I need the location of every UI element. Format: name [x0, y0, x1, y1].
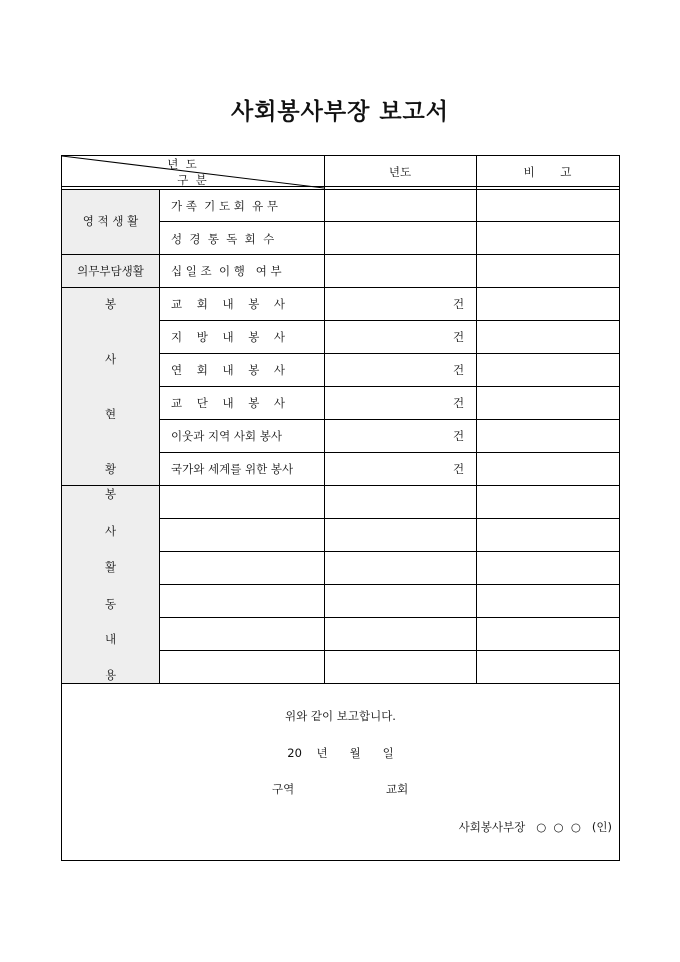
group-service-status-char: 황 — [104, 462, 117, 476]
group-service-content-char: 활 — [104, 560, 117, 574]
row-label: 연 회 내 봉 사 — [171, 363, 286, 377]
row-label: 가 족 기 도 회 유 무 — [171, 199, 279, 213]
row-unit: 건 — [453, 429, 465, 443]
footer-divider — [62, 683, 619, 684]
row-divider — [159, 617, 619, 618]
row-divider — [62, 287, 619, 288]
row-divider — [159, 518, 619, 519]
group-service-status-char: 봉 — [104, 297, 117, 311]
row-label: 성 경 통 독 회 수 — [171, 232, 275, 246]
column-divider — [159, 189, 160, 683]
header-diagonal-top-label: 년 도 — [167, 157, 197, 171]
row-divider — [159, 386, 619, 387]
row-divider — [159, 419, 619, 420]
row-label: 이웃과 지역 사회 봉사 — [171, 429, 282, 443]
report-form — [61, 155, 620, 861]
row-unit: 건 — [453, 363, 465, 377]
group-service-content-char: 용 — [104, 668, 117, 682]
row-divider — [159, 650, 619, 651]
group-service-content-char: 사 — [104, 524, 117, 538]
page-title: 사회봉사부장 보고서 — [231, 99, 449, 125]
signer-line: 사회봉사부장 ○ ○ ○ (인) — [458, 820, 612, 834]
row-label: 지 방 내 봉 사 — [171, 330, 286, 344]
row-unit: 건 — [453, 462, 465, 476]
row-label: 십 일 조 이 행 여 부 — [171, 264, 282, 278]
row-divider — [159, 320, 619, 321]
row-label: 국가와 세계를 위한 봉사 — [171, 462, 294, 476]
group-spiritual-life: 영 적 생 활 — [82, 214, 139, 228]
row-label: 교 단 내 봉 사 — [171, 396, 286, 410]
group-service-content-char: 내 — [104, 632, 117, 646]
row-label: 교 회 내 봉 사 — [171, 297, 286, 311]
report-date: 20 년 월 일 — [287, 746, 394, 760]
group-service-content-char: 봉 — [104, 487, 117, 501]
group-duty-life: 의무부담생활 — [77, 264, 144, 278]
header-note-label: 비 고 — [523, 165, 572, 179]
row-unit: 건 — [453, 297, 465, 311]
group-service-status-char: 현 — [104, 407, 117, 421]
row-divider — [159, 221, 619, 222]
column-divider — [476, 156, 477, 683]
row-divider — [159, 551, 619, 552]
row-divider — [159, 452, 619, 453]
row-divider — [62, 254, 619, 255]
row-divider — [159, 353, 619, 354]
church-label: 교회 — [386, 782, 409, 796]
row-divider — [159, 584, 619, 585]
group-service-status-char: 사 — [104, 352, 117, 366]
group-service-content-char: 동 — [104, 597, 117, 611]
header-diagonal-bottom-label: 구 분 — [177, 173, 207, 187]
row-unit: 건 — [453, 396, 465, 410]
report-statement: 위와 같이 보고합니다. — [285, 709, 396, 723]
header-year-label: 년도 — [388, 165, 412, 179]
row-unit: 건 — [453, 330, 465, 344]
district-label: 구역 — [272, 782, 295, 796]
column-divider — [324, 156, 325, 683]
row-divider — [62, 485, 619, 486]
